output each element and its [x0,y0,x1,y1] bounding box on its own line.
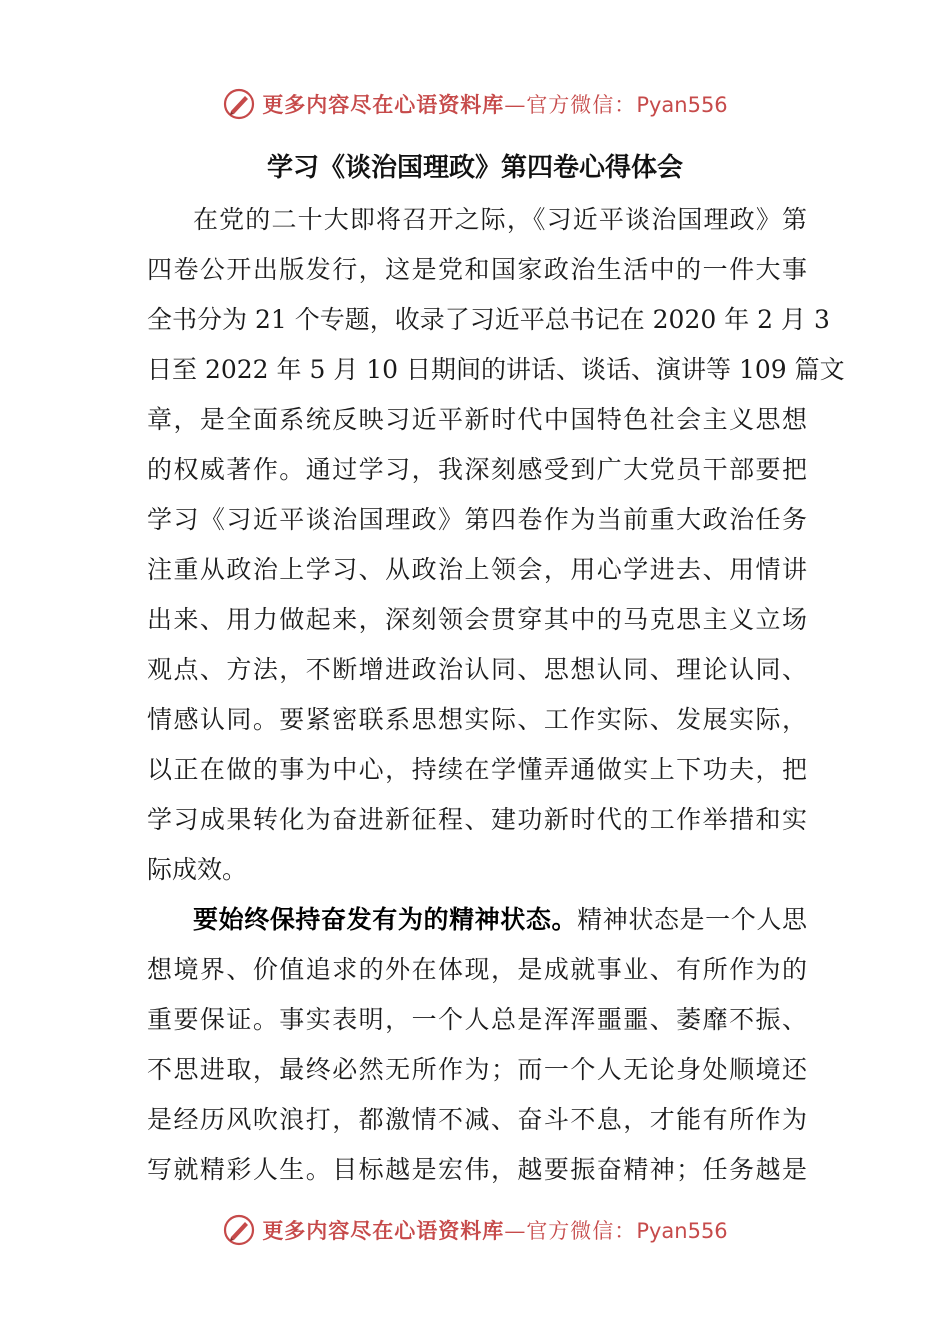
header-watermark-banner [0,82,950,126]
paragraph-line: 想境界、价值追求的外在体现，是成就事业、有所作为的 [147,955,807,984]
paragraph-text: 精神状态是一个人思 [577,905,807,934]
paragraph-line: 学习《习近平谈治国理政》第四卷作为当前重大政治任务 [147,505,807,534]
footer-watermark-banner [0,1208,950,1252]
paragraph-line: 不思进取，最终必然无所作为；而一个人无论身处顺境还 [147,1055,807,1084]
watermark-text: 更多内容尽在心语资料库—官方微信：Pyan556 [262,1218,728,1243]
paragraph-line: 以正在做的事为中心，持续在学懂弄通做实上下功夫，把 [147,755,807,784]
document-title: 学习《谈治国理政》第四卷心得体会 [266,153,683,183]
paragraph-line: 四卷公开出版发行，这是党和国家政治生活中的一件大事 [147,255,807,284]
paragraph-line: 在党的二十大即将召开之际，《习近平谈治国理政》第 [193,205,807,234]
paragraph-line: 全书分为 21 个专题，收录了习近平总书记在 2020 年 2 月 3 [147,305,830,334]
paragraph-line: 出来、用力做起来，深刻领会贯穿其中的马克思主义立场 [147,605,807,634]
pen-circle-logo-icon [222,1213,256,1247]
paragraph-line: 的权威著作。通过学习，我深刻感受到广大党员干部要把 [147,455,807,484]
paragraph-line: 情感认同。要紧密联系思想实际、工作实际、发展实际， [147,705,807,734]
paragraph-line: 观点、方法，不断增进政治认同、思想认同、理论认同、 [147,655,807,684]
paragraph-line: 注重从政治上学习、从政治上领会，用心学进去、用情讲 [147,555,807,584]
paragraph-line: 学习成果转化为奋进新征程、建功新时代的工作举措和实 [147,805,807,834]
pen-circle-logo-icon [222,87,256,121]
paragraph-line: 写就精彩人生。目标越是宏伟，越要振奋精神；任务越是 [147,1155,807,1184]
section-heading: 要始终保持奋发有为的精神状态。 [193,905,578,934]
watermark-text: 更多内容尽在心语资料库—官方微信：Pyan556 [262,92,728,117]
paragraph-line: 重要保证。事实表明，一个人总是浑浑噩噩、萎靡不振、 [147,1005,807,1034]
paragraph-line [193,895,807,945]
paragraph-line: 际成效。 [147,855,248,884]
paragraph-line: 是经历风吹浪打，都激情不减、奋斗不息，才能有所作为 [147,1105,807,1134]
paragraph-line: 日至 2022 年 5 月 10 日期间的讲话、谈话、演讲等 109 篇文 [147,355,845,384]
paragraph-line: 章，是全面系统反映习近平新时代中国特色社会主义思想 [147,405,807,434]
